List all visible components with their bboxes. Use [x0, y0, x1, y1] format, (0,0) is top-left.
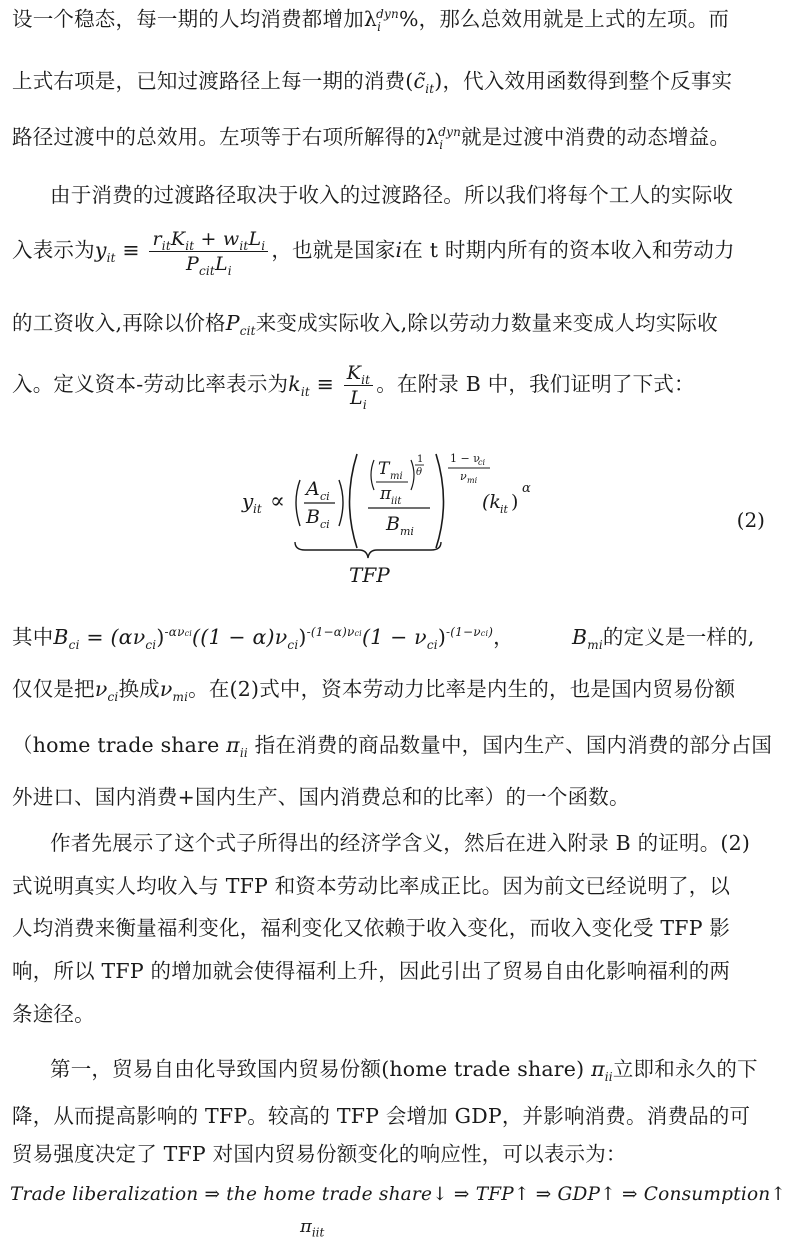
- subscript: ci: [107, 690, 119, 705]
- math-P: P: [225, 311, 240, 335]
- text: 上式右项是，已知过渡路径上每一期的消费(: [12, 69, 414, 93]
- equiv-sign: ≡: [115, 238, 147, 262]
- paragraph-line-19: [12, 1139, 772, 1169]
- text: 降，从而提高影响的 TFP。较高的 TFP 会增加 GDP，并影响消费。消费品的可: [12, 1104, 751, 1128]
- math-nu: ν: [159, 677, 173, 701]
- flow-consumption: Consumption: [643, 1184, 771, 1205]
- eq-k-sub: it: [500, 503, 508, 516]
- math-expr: = (αν: [79, 625, 146, 649]
- eq-prop-sign: ∝: [270, 489, 285, 514]
- transmission-chain: [10, 1184, 786, 1205]
- paragraph-line-11: [12, 782, 772, 812]
- paragraph-line-2: [12, 66, 772, 96]
- implies-arrow: ⇒: [204, 1184, 221, 1205]
- subscript: iit: [311, 1225, 325, 1240]
- superscript: dyn: [376, 7, 399, 22]
- subscript: it: [361, 372, 371, 387]
- text: 来变成实际收入,除以劳动力数量来变成人均实际收: [255, 311, 718, 335]
- text: 响，所以 TFP 的增加就会使得福利上升，因此引出了贸易自由化影响福利的两: [12, 959, 731, 983]
- superscript: -(1−α)ν: [306, 625, 355, 640]
- subscript: cit: [198, 263, 215, 278]
- text: 第一，贸易自由化导致国内贸易份额(home trade share): [50, 1057, 592, 1081]
- fraction-numerator: [149, 227, 268, 252]
- paragraph-line-13: [12, 871, 772, 901]
- text: 立即和永久的下: [612, 1057, 758, 1081]
- math-expr: (1 − ν: [361, 625, 427, 649]
- math-i: i: [395, 238, 403, 262]
- paragraph-line-18: [12, 1101, 772, 1131]
- math-pi: π: [226, 733, 240, 757]
- paragraph-line-3: [12, 122, 772, 152]
- paragraph-line-8-tail: [572, 622, 772, 652]
- paragraph-line-5: [12, 222, 772, 278]
- math-B: B: [572, 625, 588, 649]
- subscript: cit: [239, 324, 256, 339]
- subscript: i: [362, 397, 367, 412]
- superscript: -(1−ν: [446, 625, 481, 640]
- math-L: L: [248, 228, 262, 250]
- math-expr: ((1 − α)ν: [192, 625, 288, 649]
- eq-T-sub: mi: [390, 471, 403, 482]
- eq-Bm: B: [386, 513, 400, 535]
- math-w: w: [222, 228, 240, 250]
- subscript: i: [261, 238, 266, 253]
- subscript: ii: [239, 746, 248, 761]
- superscript: dyn: [438, 125, 462, 140]
- equation-2: [242, 450, 550, 545]
- paragraph-line-12: [50, 828, 772, 858]
- text: 仅仅是把: [12, 677, 95, 701]
- eq-outer-exp-num: 1 − ν: [450, 452, 480, 465]
- paren: ): [298, 625, 307, 649]
- paragraph-line-6: [12, 308, 772, 338]
- math-nu: ν: [94, 677, 108, 701]
- math-L: L: [350, 387, 363, 409]
- text: 条途径。: [12, 1002, 95, 1026]
- subscript: ci: [287, 638, 299, 653]
- math-c-tilde: c̃: [413, 69, 426, 93]
- paragraph-line-1: [12, 4, 772, 34]
- math-K: K: [170, 228, 186, 250]
- math-pi: π: [591, 1057, 605, 1081]
- eq-pi: π: [380, 484, 392, 504]
- subscript: ci: [145, 638, 157, 653]
- eq-outer-exp-num-sub: ci: [478, 458, 486, 467]
- eq-outer-exp-den: ν: [460, 470, 467, 483]
- eq-exp-den: θ: [416, 467, 423, 478]
- paren-left: [296, 480, 300, 526]
- text: 在 t 时期内所有的资本收入和劳动力: [402, 238, 735, 262]
- capital-labor-fraction: [344, 361, 373, 410]
- text: 的定义是一样的,: [602, 625, 755, 649]
- text: ，也就是国家: [271, 238, 396, 262]
- equiv-sign: ≡: [309, 372, 341, 396]
- subscript: it: [300, 385, 310, 400]
- up-arrow-icon: ↑: [513, 1184, 530, 1205]
- eq-A: A: [306, 478, 320, 500]
- plus-sign: +: [194, 228, 223, 250]
- text: 就是过渡中消费的动态增益。: [461, 125, 731, 149]
- subscript: it: [425, 82, 435, 97]
- math-K: K: [346, 362, 362, 384]
- flow-trade-liberalization: Trade liberalization: [10, 1184, 199, 1205]
- subscript: it: [106, 251, 116, 266]
- income-fraction: [149, 227, 268, 276]
- eq-exp-num: 1: [417, 454, 424, 465]
- paragraph-line-15: [12, 956, 772, 986]
- paragraph-line-16: [12, 999, 772, 1029]
- math-r: r: [152, 228, 162, 250]
- text: 设一个稳态，每一期的人均消费都增加λ: [12, 7, 378, 31]
- flow-home-trade-share: the home trade share: [226, 1184, 433, 1205]
- eq-pi-sub: iit: [391, 496, 402, 507]
- fraction-numerator: [344, 361, 373, 386]
- math-pi: π: [300, 1216, 312, 1237]
- fraction-denominator: [149, 252, 268, 276]
- math-P: P: [185, 253, 199, 275]
- big-paren-right: [436, 454, 444, 548]
- inner-paren-right: [411, 460, 414, 490]
- eq-B-sub: ci: [320, 518, 330, 531]
- eq-k-close: ): [511, 491, 519, 513]
- math-L: L: [214, 253, 228, 275]
- subscript: ci: [426, 638, 438, 653]
- eq-Bm-sub: mi: [400, 525, 414, 538]
- subscript: i: [439, 138, 444, 153]
- eq-lhs-sub: it: [253, 502, 262, 516]
- text: 入。定义资本-劳动比率表示为: [12, 372, 289, 396]
- text: 。在(2)式中，资本劳动力比率是内生的，也是国内贸易份额: [188, 677, 736, 701]
- text: %，那么总效用就是上式的左项。而: [398, 7, 730, 31]
- flow-gdp: GDP: [557, 1184, 601, 1205]
- text: 由于消费的过渡路径取决于收入的过渡路径。所以我们将每个工人的实际收: [50, 183, 734, 207]
- subscript: ii: [604, 1070, 613, 1085]
- eq-alpha: α: [522, 481, 531, 496]
- text: 入表示为: [12, 238, 95, 262]
- underbrace-label: TFP: [349, 563, 390, 587]
- subscript: it: [185, 238, 195, 253]
- equation-number: (2): [736, 508, 765, 532]
- paren: ): [156, 625, 165, 649]
- math-k: k: [288, 372, 301, 396]
- flow-pi-label: [300, 1216, 325, 1240]
- text: 人均消费来衡量福利变化，福利变化又依赖于收入变化，而收入变化受 TFP 影: [12, 916, 731, 940]
- text: 贸易强度决定了 TFP 对国内贸易份额变化的响应性，可以表示为：: [12, 1142, 627, 1166]
- down-arrow-icon: ↓: [432, 1184, 448, 1205]
- text: 换成: [118, 677, 160, 701]
- paragraph-line-4: [50, 180, 772, 210]
- inner-paren-left: [371, 460, 374, 490]
- eq-k: (k: [482, 491, 501, 513]
- paragraph-line-9: [12, 674, 772, 704]
- implies-arrow: ⇒: [622, 1184, 638, 1205]
- text: 路径过渡中的总效用。左项等于右项所解得的λ: [12, 125, 440, 149]
- underbrace: [293, 540, 443, 562]
- subscript: it: [239, 238, 249, 253]
- paren-right: [339, 480, 343, 526]
- subscript: it: [161, 238, 171, 253]
- text: 。在附录 B 中，我们证明了下式：: [376, 372, 695, 396]
- text: ，: [493, 625, 514, 649]
- flow-tfp: TFP: [475, 1184, 514, 1205]
- subscript: mi: [587, 638, 603, 653]
- big-paren-left: [350, 454, 358, 548]
- superscript: ci: [480, 629, 489, 639]
- text: 其中: [12, 625, 54, 649]
- text: 指在消费的商品数量中，国内生产、国内消费的部分占国: [247, 733, 773, 757]
- eq-T: T: [378, 459, 390, 479]
- paragraph-line-10: [12, 730, 772, 760]
- subscript: i: [377, 20, 382, 35]
- implies-arrow: ⇒: [453, 1184, 470, 1205]
- math-B: B: [53, 625, 69, 649]
- superscript: ci: [354, 629, 362, 639]
- text: 作者先展示了这个式子所得出的经济学含义，然后在进入附录 B 的证明。(2): [50, 831, 751, 855]
- paragraph-line-14: [12, 913, 772, 943]
- superscript: ci: [184, 629, 193, 639]
- paren: ): [437, 625, 447, 649]
- text: 式说明真实人均收入与 TFP 和资本劳动比率成正比。因为前文已经说明了，以: [12, 874, 731, 898]
- superscript: -αν: [164, 625, 185, 640]
- eq-A-sub: ci: [320, 490, 330, 503]
- math-y: y: [94, 238, 107, 262]
- text: 外进口、国内消费+国内生产、国内消费总和的比率）的一个函数。: [12, 785, 630, 809]
- subscript: i: [227, 263, 232, 278]
- up-arrow-icon: ↑: [770, 1184, 786, 1205]
- fraction-denominator: [344, 386, 373, 410]
- eq-outer-exp-den-sub: mi: [467, 476, 478, 485]
- text: 的工资收入,再除以价格: [12, 311, 226, 335]
- up-arrow-icon: ↑: [600, 1184, 616, 1205]
- subscript: mi: [172, 690, 189, 705]
- text: )，代入效用函数得到整个反事实: [434, 69, 733, 93]
- subscript: ci: [68, 638, 80, 653]
- paragraph-line-17: [50, 1054, 772, 1084]
- eq-lhs-y: y: [242, 489, 254, 513]
- implies-arrow: ⇒: [535, 1184, 552, 1205]
- superscript: ): [488, 625, 494, 640]
- text: （home trade share: [12, 733, 227, 757]
- paragraph-line-7: [12, 356, 772, 412]
- eq-B: B: [306, 506, 320, 528]
